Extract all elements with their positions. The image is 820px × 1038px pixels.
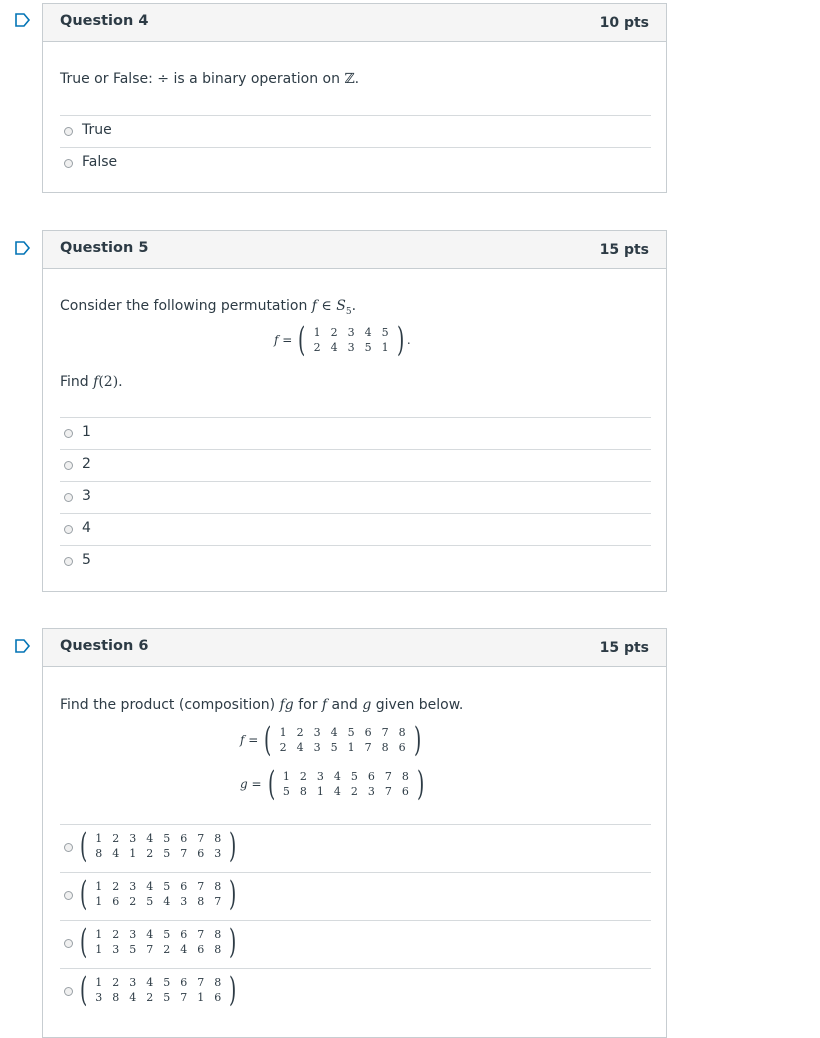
- permutation-top-row: [90, 927, 226, 942]
- matrix-cell: 8: [214, 943, 222, 956]
- find-math: f: [93, 374, 99, 390]
- matrix-cell: 5: [163, 847, 171, 860]
- matrix-cell: 7: [214, 895, 222, 908]
- matrix-cell: 1: [95, 928, 103, 941]
- permutation-top-row: [309, 325, 394, 340]
- answer-label: 4: [82, 520, 91, 536]
- matrix-cell: 8: [112, 991, 120, 1004]
- matrix-cell: 5: [163, 832, 171, 845]
- radio-icon[interactable]: [64, 127, 73, 136]
- matrix-cell: 1: [313, 326, 321, 339]
- matrix-cell: 8: [95, 847, 103, 860]
- matrix-cell: 7: [384, 785, 392, 798]
- matrix-cell: 2: [163, 943, 171, 956]
- left-paren: (: [298, 320, 306, 360]
- radio-icon[interactable]: [64, 461, 73, 470]
- question-points: 15 pts: [599, 640, 649, 656]
- matrix-cell: 5: [146, 895, 154, 908]
- question-header: [43, 4, 666, 42]
- answer-option[interactable]: [60, 147, 651, 178]
- matrix-cell: 5: [364, 341, 372, 354]
- matrix-cell: 6: [180, 832, 188, 845]
- prompt-g: g: [362, 697, 372, 713]
- radio-icon[interactable]: [64, 525, 73, 534]
- question-6: [42, 628, 667, 1038]
- answer-permutation: [77, 970, 240, 1010]
- permutation-matrix: [309, 325, 394, 355]
- matrix-cell: 4: [333, 770, 341, 783]
- matrix-cell: 6: [364, 726, 372, 739]
- right-paren: ): [229, 922, 237, 962]
- permutation-matrix: [90, 879, 226, 909]
- right-paren: ): [229, 874, 237, 914]
- question-title: Question 4: [60, 13, 149, 29]
- question-4: [42, 3, 667, 193]
- left-paren: (: [79, 874, 88, 914]
- matrix-cell: 8: [197, 895, 205, 908]
- matrix-cell: 7: [197, 976, 205, 989]
- matrix-cell: 4: [330, 726, 338, 739]
- matrix-cell: 2: [279, 741, 287, 754]
- matrix-cell: 1: [95, 880, 103, 893]
- matrix-cell: 8: [401, 770, 409, 783]
- matrix-cell: 6: [112, 895, 120, 908]
- permutation-matrix: [90, 975, 226, 1005]
- flag-question-icon[interactable]: [15, 241, 31, 255]
- matrix-cell: 6: [401, 785, 409, 798]
- matrix-cell: 3: [129, 976, 137, 989]
- radio-icon[interactable]: [64, 939, 73, 948]
- answer-option[interactable]: [60, 513, 651, 544]
- prompt-fg: fg: [279, 697, 294, 713]
- matrix-cell: 7: [197, 928, 205, 941]
- matrix-cell: 7: [180, 991, 188, 1004]
- answer-option[interactable]: [60, 417, 651, 448]
- radio-icon[interactable]: [64, 429, 73, 438]
- radio-icon[interactable]: [64, 843, 73, 852]
- permutation-bottom-row: [90, 990, 226, 1005]
- matrix-cell: 1: [316, 785, 324, 798]
- answer-label: 2: [82, 456, 91, 472]
- matrix-cell: 5: [381, 326, 389, 339]
- matrix-cell: 5: [163, 976, 171, 989]
- integers-symbol: ℤ: [344, 71, 355, 87]
- permutation-matrix: [275, 725, 411, 755]
- question-5: [42, 230, 667, 592]
- answer-label: 5: [82, 552, 91, 568]
- right-paren: ): [396, 320, 404, 360]
- permutation-top-row: [90, 879, 226, 894]
- answer-label: False: [82, 154, 118, 170]
- permutation-f: [240, 720, 424, 760]
- matrix-cell: 8: [299, 785, 307, 798]
- matrix-cell: 1: [381, 341, 389, 354]
- prompt-text: Find the product (composition): [60, 697, 280, 713]
- permutation-top-row: [90, 831, 226, 846]
- matrix-cell: 2: [112, 832, 120, 845]
- right-paren: ): [416, 764, 425, 804]
- permutation-bottom-row: [278, 784, 414, 799]
- matrix-cell: 7: [197, 880, 205, 893]
- matrix-cell: 4: [330, 341, 338, 354]
- matrix-cell: 2: [350, 785, 358, 798]
- permutation-top-row: [278, 769, 414, 784]
- matrix-cell: 8: [214, 928, 222, 941]
- matrix-cell: 7: [381, 726, 389, 739]
- matrix-cell: 6: [180, 880, 188, 893]
- permutation-matrix: [278, 769, 414, 799]
- matrix-cell: 4: [129, 991, 137, 1004]
- answer-option[interactable]: [60, 545, 651, 576]
- matrix-cell: 7: [384, 770, 392, 783]
- matrix-cell: 4: [180, 943, 188, 956]
- answer-option[interactable]: [60, 449, 651, 480]
- prompt-text: Consider the following permutation: [60, 298, 312, 314]
- left-paren: (: [79, 970, 88, 1010]
- radio-icon[interactable]: [64, 891, 73, 900]
- matrix-cell: 1: [95, 895, 103, 908]
- matrix-cell: 2: [112, 976, 120, 989]
- prompt-f: f: [321, 697, 328, 713]
- answer-permutation: [77, 826, 240, 866]
- prompt-math: f ∈ S: [311, 298, 346, 314]
- matrix-cell: 4: [112, 847, 120, 860]
- permutation-matrix: [90, 927, 226, 957]
- matrix-cell: 7: [364, 741, 372, 754]
- matrix-cell: 7: [146, 943, 154, 956]
- matrix-cell: 2: [299, 770, 307, 783]
- permutation-bottom-row: [90, 846, 226, 861]
- answer-label: True: [82, 122, 112, 138]
- permutation-bottom-row: [90, 942, 226, 957]
- matrix-cell: 4: [333, 785, 341, 798]
- question-points: 10 pts: [599, 15, 649, 31]
- matrix-cell: 4: [163, 895, 171, 908]
- matrix-cell: 1: [197, 991, 205, 1004]
- question-points: 15 pts: [599, 242, 649, 258]
- matrix-cell: 8: [398, 726, 406, 739]
- permutation-top-row: [90, 975, 226, 990]
- permutation-g: [240, 764, 427, 804]
- answer-option[interactable]: [60, 481, 651, 512]
- permutation-bottom-row: [309, 340, 394, 355]
- matrix-cell: 3: [112, 943, 120, 956]
- matrix-cell: 3: [313, 741, 321, 754]
- matrix-cell: 5: [330, 741, 338, 754]
- right-paren: ): [413, 720, 421, 760]
- matrix-cell: 4: [146, 880, 154, 893]
- matrix-cell: 1: [95, 943, 103, 956]
- radio-icon[interactable]: [64, 987, 73, 996]
- matrix-cell: 3: [347, 341, 355, 354]
- left-paren: (: [264, 720, 272, 760]
- matrix-cell: 3: [95, 991, 103, 1004]
- matrix-cell: 5: [129, 943, 137, 956]
- matrix-cell: 3: [316, 770, 324, 783]
- answer-option[interactable]: [60, 920, 651, 968]
- prompt-for: for: [293, 697, 322, 713]
- matrix-cell: 3: [129, 928, 137, 941]
- matrix-cell: 6: [398, 741, 406, 754]
- right-paren: ): [229, 970, 237, 1010]
- matrix-cell: 5: [163, 880, 171, 893]
- matrix-cell: 2: [146, 991, 154, 1004]
- matrix-cell: 1: [279, 726, 287, 739]
- matrix-cell: 6: [197, 847, 205, 860]
- question-prompt: [60, 298, 356, 317]
- permutation-matrix: [90, 831, 226, 861]
- prompt-end: .: [351, 298, 357, 314]
- prompt-end: given below.: [371, 697, 464, 713]
- matrix-cell: 8: [214, 832, 222, 845]
- matrix-cell: 5: [347, 726, 355, 739]
- matrix-cell: 2: [296, 726, 304, 739]
- matrix-cell: 7: [197, 832, 205, 845]
- prompt-text: True or False:: [60, 71, 158, 87]
- matrix-cell: 3: [180, 895, 188, 908]
- permutation-lhs: g =: [240, 777, 262, 791]
- permutation-lhs: f =: [274, 333, 293, 347]
- division-symbol: ÷: [157, 71, 170, 87]
- matrix-cell: 6: [180, 928, 188, 941]
- matrix-cell: 1: [347, 741, 355, 754]
- matrix-cell: 3: [129, 832, 137, 845]
- matrix-cell: 6: [214, 991, 222, 1004]
- matrix-cell: 4: [146, 928, 154, 941]
- answer-option[interactable]: [60, 115, 651, 146]
- answer-option[interactable]: [60, 872, 651, 920]
- matrix-cell: 1: [95, 976, 103, 989]
- matrix-cell: 6: [180, 976, 188, 989]
- left-paren: (: [79, 922, 88, 962]
- matrix-cell: 6: [197, 943, 205, 956]
- matrix-cell: 2: [330, 326, 338, 339]
- left-paren: (: [79, 826, 88, 866]
- matrix-cell: 3: [214, 847, 222, 860]
- question-header: [43, 629, 666, 667]
- matrix-cell: 8: [214, 880, 222, 893]
- left-paren: (: [267, 764, 275, 804]
- matrix-cell: 1: [95, 832, 103, 845]
- matrix-cell: 2: [146, 847, 154, 860]
- matrix-cell: 3: [129, 880, 137, 893]
- matrix-cell: 2: [313, 341, 321, 354]
- find-prompt: [60, 374, 123, 390]
- answer-label: 3: [82, 488, 91, 504]
- prompt-and: and: [327, 697, 363, 713]
- matrix-cell: 3: [347, 326, 355, 339]
- matrix-cell: 4: [146, 832, 154, 845]
- answer-permutation: [77, 874, 240, 914]
- radio-icon[interactable]: [64, 493, 73, 502]
- matrix-cell: 2: [129, 895, 137, 908]
- find-arg: (2).: [98, 374, 123, 390]
- matrix-cell: 5: [163, 928, 171, 941]
- right-paren: ): [229, 826, 237, 866]
- find-text: Find: [60, 374, 94, 390]
- flag-question-icon[interactable]: [15, 639, 31, 653]
- permutation-bottom-row: [275, 740, 411, 755]
- question-header: [43, 231, 666, 269]
- matrix-cell: 8: [214, 976, 222, 989]
- permutation-top-row: [275, 725, 411, 740]
- matrix-cell: 5: [282, 785, 290, 798]
- permutation-end: .: [406, 333, 411, 347]
- matrix-cell: 4: [146, 976, 154, 989]
- permutation-bottom-row: [90, 894, 226, 909]
- prompt-end: .: [354, 71, 360, 87]
- answer-permutation: [77, 922, 240, 962]
- matrix-cell: 3: [313, 726, 321, 739]
- answer-option[interactable]: [60, 824, 651, 872]
- matrix-cell: 1: [129, 847, 137, 860]
- permutation-lhs: f =: [240, 733, 259, 747]
- question-prompt: [60, 71, 359, 87]
- matrix-cell: 3: [367, 785, 375, 798]
- prompt-text-middle: is a binary operation on: [169, 71, 345, 87]
- matrix-cell: 2: [112, 928, 120, 941]
- matrix-cell: 7: [180, 847, 188, 860]
- answer-option[interactable]: [60, 968, 651, 1016]
- answer-label: 1: [82, 424, 91, 440]
- matrix-cell: 6: [367, 770, 375, 783]
- matrix-cell: 8: [381, 741, 389, 754]
- permutation-f: [274, 320, 411, 360]
- matrix-cell: 5: [163, 991, 171, 1004]
- matrix-cell: 2: [112, 880, 120, 893]
- prompt-subscript: 5: [345, 306, 352, 317]
- matrix-cell: 1: [282, 770, 290, 783]
- question-title: Question 5: [60, 240, 149, 256]
- question-prompt: [60, 697, 463, 713]
- question-title: Question 6: [60, 638, 149, 654]
- radio-icon[interactable]: [64, 557, 73, 566]
- matrix-cell: 4: [296, 741, 304, 754]
- flag-question-icon[interactable]: [15, 13, 31, 27]
- matrix-cell: 4: [364, 326, 372, 339]
- matrix-cell: 5: [350, 770, 358, 783]
- radio-icon[interactable]: [64, 159, 73, 168]
